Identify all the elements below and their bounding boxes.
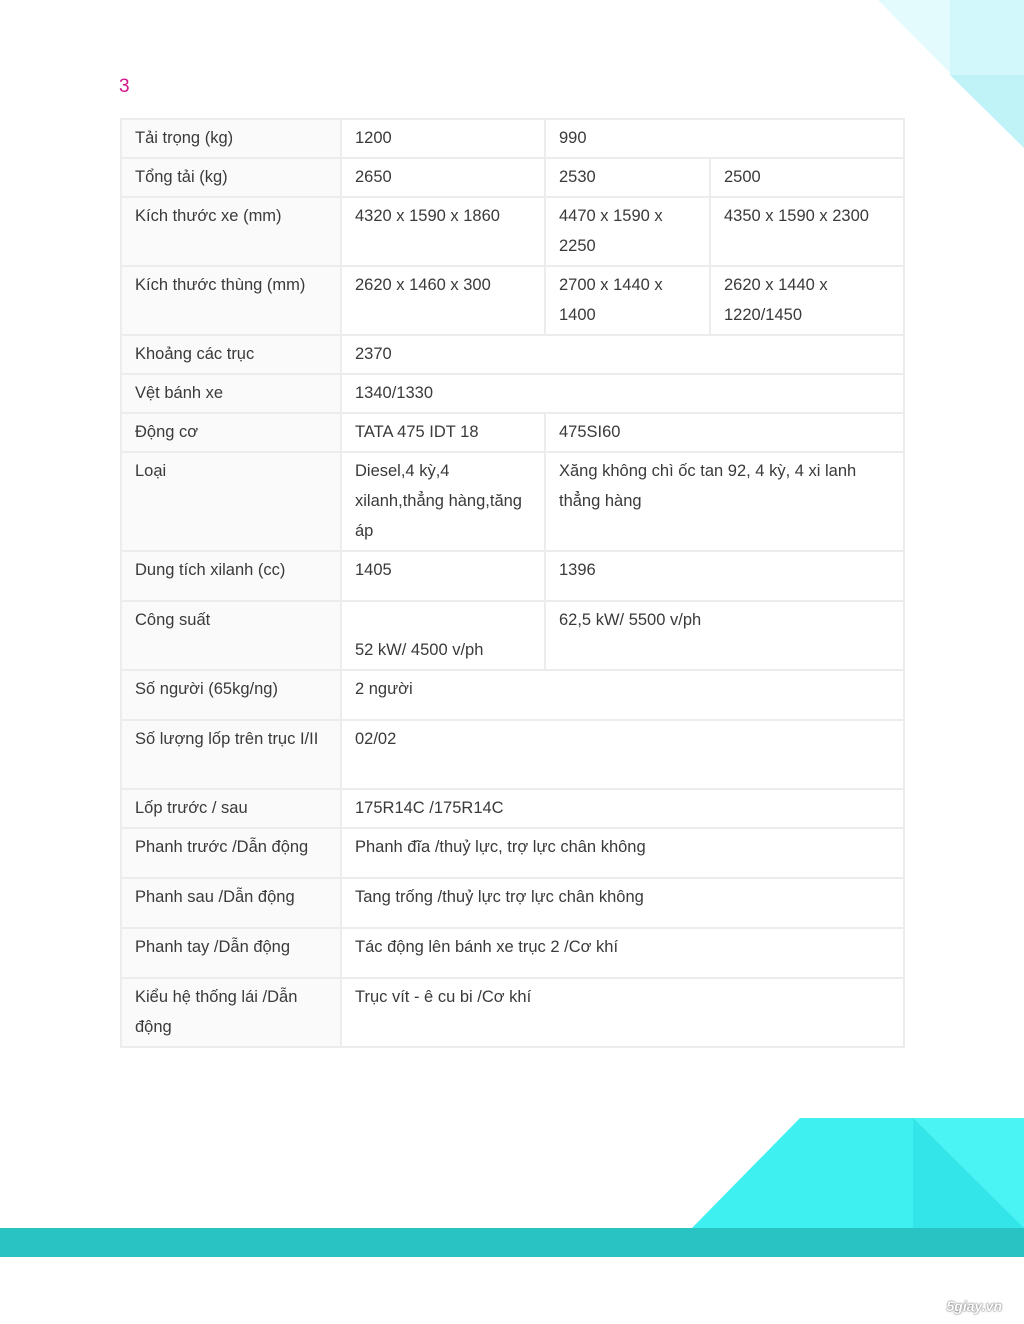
table-cell: TATA 475 IDT 18 — [341, 413, 545, 452]
table-cell: 1340/1330 — [341, 374, 904, 413]
table-cell: Trục vít - ê cu bi /Cơ khí — [341, 978, 904, 1047]
table-cell: 4470 x 1590 x 2250 — [545, 197, 710, 266]
row-label: Công suất — [121, 601, 341, 670]
row-label: Vệt bánh xe — [121, 374, 341, 413]
row-label: Phanh tay /Dẫn động — [121, 928, 341, 978]
row-label: Kiểu hệ thống lái /Dẫn động — [121, 978, 341, 1047]
table-row — [121, 335, 904, 374]
row-label: Dung tích xilanh (cc) — [121, 551, 341, 601]
table-row — [121, 551, 904, 601]
table-cell: Tác động lên bánh xe trục 2 /Cơ khí — [341, 928, 904, 978]
table-cell: 475SI60 — [545, 413, 904, 452]
table-cell: 175R14C /175R14C — [341, 789, 904, 828]
row-label: Loại — [121, 452, 341, 551]
row-label: Tải trọng (kg) — [121, 119, 341, 158]
table-row — [121, 119, 904, 158]
table-cell: 990 — [545, 119, 904, 158]
table-row — [121, 828, 904, 878]
table-cell: 52 kW/ 4500 v/ph — [341, 601, 545, 670]
table-cell: Xăng không chì ốc tan 92, 4 kỳ, 4 xi lanh thẳng hàng — [545, 452, 904, 551]
table-cell: Diesel,4 kỳ,4 xilanh,thẳng hàng,tăng áp — [341, 452, 545, 551]
table-cell: 2500 — [710, 158, 904, 197]
row-label: Kích thước xe (mm) — [121, 197, 341, 266]
table-row — [121, 601, 904, 670]
table-cell: 1405 — [341, 551, 545, 601]
row-label: Số người (65kg/ng) — [121, 670, 341, 720]
row-label: Phanh trước /Dẫn động — [121, 828, 341, 878]
row-label: Khoảng các trục — [121, 335, 341, 374]
table-row — [121, 789, 904, 828]
row-label: Lốp trước / sau — [121, 789, 341, 828]
row-label: Tổng tải (kg) — [121, 158, 341, 197]
watermark-logo: 5giay.vn — [946, 1298, 1002, 1314]
table-cell: Phanh đĩa /thuỷ lực, trợ lực chân không — [341, 828, 904, 878]
table-row — [121, 452, 904, 551]
table-row — [121, 374, 904, 413]
table-row — [121, 928, 904, 978]
row-label: Phanh sau /Dẫn động — [121, 878, 341, 928]
row-label: Động cơ — [121, 413, 341, 452]
table-cell: 2620 x 1460 x 300 — [341, 266, 545, 335]
table-row — [121, 197, 904, 266]
table-cell: 4350 x 1590 x 2300 — [710, 197, 904, 266]
table-cell: 2700 x 1440 x 1400 — [545, 266, 710, 335]
table-cell: 1200 — [341, 119, 545, 158]
table-row — [121, 413, 904, 452]
table-row — [121, 266, 904, 335]
table-row — [121, 670, 904, 720]
row-label: Số lượng lốp trên trục I/II — [121, 720, 341, 789]
table-cell: 02/02 — [341, 720, 904, 789]
table-row — [121, 978, 904, 1047]
table-cell: 2620 x 1440 x 1220/1450 — [710, 266, 904, 335]
table-cell: 2 người — [341, 670, 904, 720]
table-cell: 2370 — [341, 335, 904, 374]
table-cell: Tang trống /thuỷ lực trợ lực chân không — [341, 878, 904, 928]
page-number: 3 — [119, 76, 130, 97]
row-label: Kích thước thùng (mm) — [121, 266, 341, 335]
spec-table — [120, 118, 905, 1048]
table-cell: 1396 — [545, 551, 904, 601]
table-cell: 2650 — [341, 158, 545, 197]
table-cell: 4320 x 1590 x 1860 — [341, 197, 545, 266]
table-cell: 2530 — [545, 158, 710, 197]
table-row — [121, 878, 904, 928]
table-row — [121, 158, 904, 197]
table-cell: 62,5 kW/ 5500 v/ph — [545, 601, 904, 670]
table-row — [121, 720, 904, 789]
